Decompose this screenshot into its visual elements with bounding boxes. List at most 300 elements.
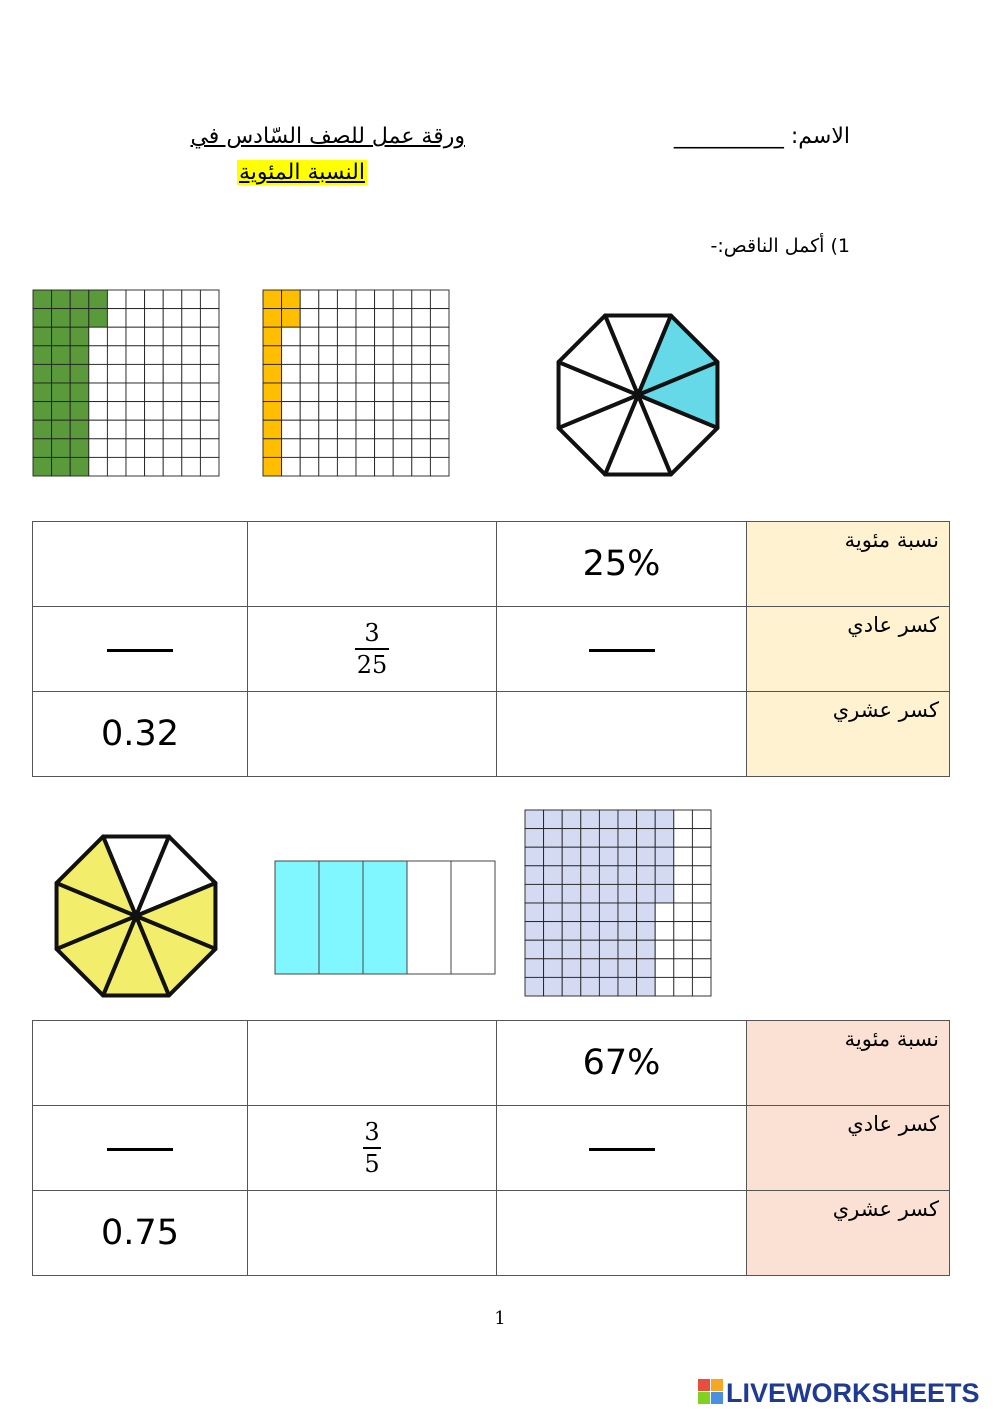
grid-cell-shaded (544, 884, 563, 903)
grid-cell (356, 402, 375, 421)
grid-cell (163, 346, 182, 365)
grid-cell-shaded (70, 346, 89, 365)
grid-cell (282, 346, 301, 365)
grid-cell-shaded (544, 810, 563, 829)
grid-cell-shaded (525, 903, 544, 922)
grid-cell (107, 327, 126, 346)
grid-cell-shaded (618, 884, 637, 903)
grid-cell (356, 327, 375, 346)
decimal-value: 0.75 (101, 1213, 179, 1253)
grid-cell (337, 309, 356, 328)
grid-cell (107, 309, 126, 328)
answer-cell[interactable] (248, 692, 497, 777)
grid-cell (337, 364, 356, 383)
grid-cell-shaded (581, 977, 600, 996)
grid-cell (430, 420, 449, 439)
grid-cell (126, 290, 145, 309)
answer-cell[interactable] (33, 522, 248, 607)
grid-cell-shaded (581, 903, 600, 922)
grid-cell (356, 383, 375, 402)
liveworksheets-logo[interactable] (698, 1378, 996, 1408)
grid-cell (163, 420, 182, 439)
grid-cell (393, 364, 412, 383)
fraction-blank (589, 649, 655, 652)
grid-cell-shaded (33, 383, 52, 402)
grid-cell-shaded (637, 903, 656, 922)
row-label-percent: نسبة مئوية (747, 522, 950, 607)
grid-cell-shaded (544, 940, 563, 959)
grid-cell-shaded (655, 829, 674, 848)
grid-cell (356, 346, 375, 365)
row-label-fraction: كسر عادي (747, 607, 950, 692)
grid-cell (200, 439, 219, 458)
brand-name: LIVEWORKSHEETS (726, 1378, 980, 1408)
denominator: 5 (364, 1150, 380, 1178)
grid-cell (200, 309, 219, 328)
fraction (363, 1119, 381, 1177)
grid-cell (282, 439, 301, 458)
grid-cell-shaded (544, 903, 563, 922)
grid-cell (282, 364, 301, 383)
grid-cell (200, 364, 219, 383)
grid-cell (692, 959, 711, 978)
grid-cell-shaded (33, 364, 52, 383)
grid-cell (126, 383, 145, 402)
grid-cell (430, 346, 449, 365)
grid-cell-shaded (89, 290, 108, 309)
grid-cell (674, 847, 693, 866)
grid-cell-shaded (581, 847, 600, 866)
grid-cell-shaded (562, 903, 581, 922)
bar-model-fifths (272, 852, 497, 978)
grid-cell (182, 327, 201, 346)
grid-cell (89, 383, 108, 402)
grid-cell-shaded (52, 402, 71, 421)
grid-cell (182, 383, 201, 402)
grid-cell-shaded (562, 829, 581, 848)
grid-cell-shaded (637, 847, 656, 866)
grid-cell (430, 327, 449, 346)
grid-cell (375, 364, 394, 383)
grid-cell (356, 420, 375, 439)
grid-cell-shaded (33, 290, 52, 309)
octagon-fraction-bottom (48, 826, 228, 1006)
grid-cell (182, 439, 201, 458)
grid-cell-shaded (562, 884, 581, 903)
grid-cell (145, 364, 164, 383)
grid-cell-shaded (263, 383, 282, 402)
grid-cell (89, 457, 108, 476)
answer-fraction-cell[interactable] (497, 1106, 747, 1191)
numerator: 3 (364, 619, 380, 647)
grid-cell (107, 290, 126, 309)
grid-cell (375, 420, 394, 439)
grid-cell-shaded (70, 309, 89, 328)
grid-cell (655, 903, 674, 922)
grid-cell (430, 439, 449, 458)
grid-cell-shaded (562, 847, 581, 866)
grid-cell (107, 364, 126, 383)
grid-cell (145, 309, 164, 328)
grid-cell-shaded (52, 439, 71, 458)
grid-cell (182, 457, 201, 476)
grid-cell (375, 346, 394, 365)
bar-part (451, 861, 495, 974)
grid-cell-shaded (33, 439, 52, 458)
percent-value: 67% (582, 1043, 661, 1083)
grid-cell (356, 290, 375, 309)
grid-cell (282, 327, 301, 346)
grid-cell-shaded (544, 922, 563, 941)
row-label-decimal: كسر عشري (747, 1191, 950, 1276)
grid-cell-shaded (618, 866, 637, 885)
grid-cell (300, 439, 319, 458)
grid-cell (89, 327, 108, 346)
grid-cell (300, 364, 319, 383)
grid-cell-shaded (52, 346, 71, 365)
grid-cell (319, 327, 338, 346)
grid-cell-shaded (599, 922, 618, 941)
grid-cell (655, 940, 674, 959)
grid-cell (182, 364, 201, 383)
grid-cell-shaded (89, 309, 108, 328)
grid-cell (430, 383, 449, 402)
grid-cell-shaded (52, 457, 71, 476)
grid-cell-shaded (70, 439, 89, 458)
worksheet-subtitle: النسبة المئوية (239, 160, 365, 185)
grid-cell (655, 959, 674, 978)
grid-cell (282, 457, 301, 476)
grid-cell-shaded (599, 866, 618, 885)
grid-cell-shaded (70, 457, 89, 476)
grid-cell (145, 457, 164, 476)
grid-cell (375, 402, 394, 421)
blue-hundred-grid (524, 809, 714, 1002)
fraction-bar (355, 648, 389, 650)
bar-part-shaded (363, 861, 407, 974)
grid-cell-shaded (263, 346, 282, 365)
grid-cell (107, 457, 126, 476)
grid-cell-shaded (525, 884, 544, 903)
grid-cell-shaded (33, 346, 52, 365)
grid-cell-shaded (525, 866, 544, 885)
grid-cell (300, 420, 319, 439)
grid-cell-shaded (52, 290, 71, 309)
grid-cell (674, 903, 693, 922)
answer-cell[interactable] (33, 1021, 248, 1106)
grid-cell-shaded (52, 327, 71, 346)
grid-cell (412, 457, 431, 476)
grid-cell (163, 327, 182, 346)
grid-cell (300, 327, 319, 346)
grid-cell (393, 346, 412, 365)
answer-cell[interactable] (497, 1191, 747, 1276)
grid-cell-shaded (562, 977, 581, 996)
logo-icon (698, 1379, 724, 1407)
grid-cell (356, 364, 375, 383)
grid-cell (337, 439, 356, 458)
answer-fraction-cell[interactable] (33, 607, 248, 692)
grid-cell-shaded (525, 810, 544, 829)
grid-cell-shaded (33, 327, 52, 346)
grid-cell-shaded (263, 290, 282, 309)
grid-cell (145, 383, 164, 402)
grid-cell (107, 420, 126, 439)
grid-cell (319, 346, 338, 365)
grid-cell (412, 383, 431, 402)
numerator: 3 (364, 1118, 380, 1146)
grid-cell (674, 829, 693, 848)
grid-cell (356, 309, 375, 328)
grid-cell (337, 327, 356, 346)
grid-cell (692, 903, 711, 922)
grid-cell (337, 402, 356, 421)
grid-cell (674, 922, 693, 941)
grid-cell (375, 457, 394, 476)
given-decimal-cell (33, 692, 248, 777)
page-number: 1 (494, 1308, 506, 1329)
given-fraction-cell (248, 1106, 497, 1191)
grid-cell (300, 346, 319, 365)
grid-cell (412, 290, 431, 309)
grid-cell (412, 364, 431, 383)
grid-cell (319, 364, 338, 383)
grid-cell-shaded (655, 866, 674, 885)
grid-cell (412, 309, 431, 328)
grid-cell (200, 457, 219, 476)
grid-cell-shaded (581, 866, 600, 885)
question-instruction: 1) أكمل الناقص:- (710, 235, 850, 257)
grid-cell (375, 327, 394, 346)
answer-fraction-cell[interactable] (33, 1106, 248, 1191)
grid-cell-shaded (263, 309, 282, 328)
percent-value: 25% (582, 544, 661, 584)
grid-cell (319, 457, 338, 476)
grid-cell (126, 402, 145, 421)
grid-cell-shaded (618, 922, 637, 941)
grid-cell-shaded (581, 959, 600, 978)
grid-cell (674, 810, 693, 829)
grid-cell-shaded (618, 829, 637, 848)
answer-fraction-cell[interactable] (497, 607, 747, 692)
grid-cell (393, 439, 412, 458)
grid-cell-shaded (70, 327, 89, 346)
grid-cell-shaded (581, 922, 600, 941)
orange-hundred-grid (262, 289, 452, 482)
grid-cell-shaded (599, 977, 618, 996)
grid-cell (163, 457, 182, 476)
grid-cell (393, 457, 412, 476)
grid-cell (300, 309, 319, 328)
grid-cell (145, 327, 164, 346)
grid-cell-shaded (70, 383, 89, 402)
grid-cell-shaded (52, 309, 71, 328)
octagon-fraction-top (550, 305, 730, 485)
grid-cell-shaded (581, 810, 600, 829)
grid-cell-shaded (544, 847, 563, 866)
grid-cell (182, 420, 201, 439)
grid-cell (300, 402, 319, 421)
grid-cell (393, 402, 412, 421)
grid-cell-shaded (263, 439, 282, 458)
percent-table-1 (32, 521, 950, 777)
grid-cell (692, 977, 711, 996)
grid-cell-shaded (618, 959, 637, 978)
grid-cell-shaded (33, 420, 52, 439)
grid-cell (107, 383, 126, 402)
grid-cell-shaded (33, 457, 52, 476)
grid-cell-shaded (52, 383, 71, 402)
grid-cell-shaded (263, 364, 282, 383)
grid-cell (182, 309, 201, 328)
grid-cell (107, 439, 126, 458)
green-hundred-grid (32, 289, 222, 482)
grid-cell (200, 383, 219, 402)
grid-cell-shaded (525, 977, 544, 996)
grid-cell-shaded (599, 847, 618, 866)
grid-cell (692, 884, 711, 903)
grid-cell-shaded (637, 884, 656, 903)
grid-cell (375, 439, 394, 458)
grid-cell-shaded (637, 810, 656, 829)
grid-cell (375, 309, 394, 328)
grid-cell (375, 290, 394, 309)
grid-cell-shaded (637, 977, 656, 996)
grid-cell-shaded (562, 959, 581, 978)
bar-part-shaded (275, 861, 319, 974)
grid-cell (89, 346, 108, 365)
answer-cell[interactable] (248, 1191, 497, 1276)
grid-cell (163, 364, 182, 383)
grid-cell-shaded (525, 847, 544, 866)
grid-cell-shaded (52, 364, 71, 383)
given-percent-cell (497, 522, 747, 607)
grid-cell (163, 439, 182, 458)
grid-cell-shaded (562, 866, 581, 885)
grid-cell (393, 327, 412, 346)
grid-cell-shaded (562, 940, 581, 959)
grid-cell (182, 402, 201, 421)
grid-cell (674, 959, 693, 978)
grid-cell (200, 402, 219, 421)
grid-cell-shaded (599, 959, 618, 978)
grid-cell (393, 383, 412, 402)
grid-cell-shaded (599, 810, 618, 829)
grid-cell (674, 977, 693, 996)
grid-cell (126, 346, 145, 365)
grid-cell (430, 364, 449, 383)
grid-cell (692, 940, 711, 959)
grid-cell-shaded (637, 866, 656, 885)
answer-cell[interactable] (497, 692, 747, 777)
answer-cell[interactable] (248, 1021, 497, 1106)
row-label-percent: نسبة مئوية (747, 1021, 950, 1106)
grid-cell-shaded (525, 829, 544, 848)
grid-cell-shaded (282, 309, 301, 328)
grid-cell (126, 420, 145, 439)
grid-cell (692, 829, 711, 848)
grid-cell-shaded (618, 847, 637, 866)
grid-cell-shaded (618, 810, 637, 829)
fraction-bar (363, 1147, 381, 1149)
grid-cell (430, 290, 449, 309)
grid-cell (337, 290, 356, 309)
grid-cell-shaded (70, 364, 89, 383)
grid-cell-shaded (618, 977, 637, 996)
grid-cell (319, 383, 338, 402)
grid-cell-shaded (544, 977, 563, 996)
grid-cell (412, 327, 431, 346)
grid-cell (300, 383, 319, 402)
grid-cell-shaded (581, 884, 600, 903)
grid-cell-shaded (70, 420, 89, 439)
grid-cell-shaded (599, 884, 618, 903)
grid-cell (145, 290, 164, 309)
grid-cell-shaded (70, 402, 89, 421)
grid-cell (356, 439, 375, 458)
grid-cell (145, 346, 164, 365)
fraction-blank (107, 649, 173, 652)
grid-cell-shaded (637, 940, 656, 959)
grid-cell (337, 383, 356, 402)
grid-cell (200, 346, 219, 365)
grid-cell (126, 327, 145, 346)
decimal-value: 0.32 (101, 714, 179, 754)
grid-cell-shaded (544, 959, 563, 978)
grid-cell-shaded (637, 829, 656, 848)
grid-cell (375, 383, 394, 402)
grid-cell (692, 866, 711, 885)
answer-cell[interactable] (248, 522, 497, 607)
grid-cell (412, 346, 431, 365)
grid-cell-shaded (263, 420, 282, 439)
grid-cell (163, 290, 182, 309)
grid-cell (393, 309, 412, 328)
grid-cell-shaded (562, 922, 581, 941)
grid-cell (89, 364, 108, 383)
grid-cell (200, 420, 219, 439)
grid-cell-shaded (70, 290, 89, 309)
grid-cell (282, 383, 301, 402)
grid-cell (674, 884, 693, 903)
grid-cell (356, 457, 375, 476)
grid-cell (430, 309, 449, 328)
grid-cell (412, 402, 431, 421)
grid-cell-shaded (581, 940, 600, 959)
grid-cell (337, 346, 356, 365)
grid-cell (655, 977, 674, 996)
grid-cell (674, 940, 693, 959)
grid-cell-shaded (655, 810, 674, 829)
grid-cell-shaded (599, 829, 618, 848)
grid-cell-shaded (599, 940, 618, 959)
given-decimal-cell (33, 1191, 248, 1276)
grid-cell (200, 290, 219, 309)
grid-cell (126, 457, 145, 476)
grid-cell (319, 309, 338, 328)
grid-cell (200, 327, 219, 346)
grid-cell (430, 402, 449, 421)
grid-cell (282, 402, 301, 421)
grid-cell (163, 402, 182, 421)
grid-cell-shaded (581, 829, 600, 848)
grid-cell (163, 309, 182, 328)
grid-cell-shaded (562, 810, 581, 829)
grid-cell (89, 439, 108, 458)
grid-cell (319, 402, 338, 421)
grid-cell (412, 420, 431, 439)
grid-cell (300, 290, 319, 309)
